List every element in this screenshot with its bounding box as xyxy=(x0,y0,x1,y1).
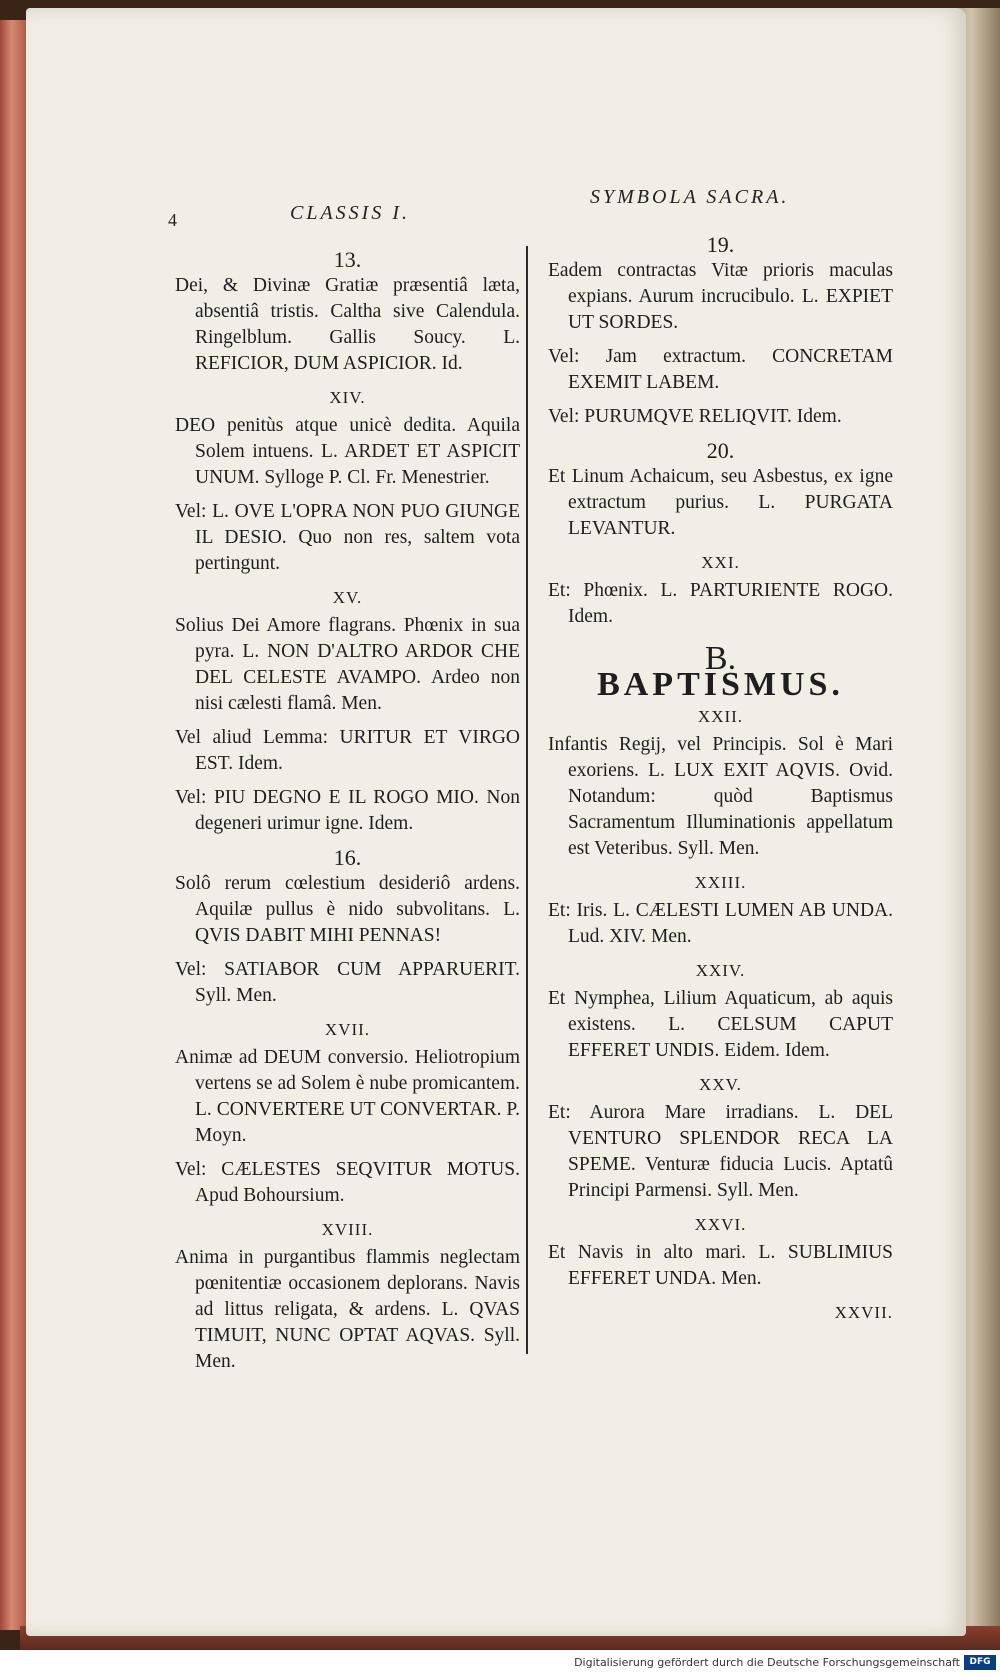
page-number: 4 xyxy=(168,210,177,230)
emblem-entry: Animæ ad DEUM conversio. Heliotropium vertens se ad Solem è nube promicantem. L. CONVERTERE UT CONVERTAR. P. Moyn. xyxy=(175,1047,520,1146)
emblem-entry: Et: Phœnix. L. PARTURIENTE ROGO. Idem. xyxy=(548,580,893,627)
emblem-entry: Et Nymphea, Lilium Aquaticum, ab aquis existens. L. CELSUM CAPUT EFFERET UNDIS. Eidem. Idem. xyxy=(548,988,893,1061)
running-header-left: CLASSIS I. xyxy=(290,202,410,224)
emblem-numeral: XXIII. xyxy=(694,873,747,892)
emblem-entry: Et Linum Achaicum, seu Asbestus, ex igne extractum purius. L. PURGATA LEVANTUR. xyxy=(548,466,893,539)
emblem-numeral: XVII. xyxy=(324,1020,371,1039)
emblem-numeral: XV. xyxy=(332,588,363,607)
dfg-logo: DFG xyxy=(964,1655,996,1670)
emblem-numeral: XIV. xyxy=(329,388,366,407)
emblem-entry: Eadem contractas Vitæ prioris maculas expians. Aurum incrucibulo. L. EXPIET UT SORDES. xyxy=(548,260,893,333)
emblem-number: 16. xyxy=(333,845,362,870)
emblem-numeral: XXI. xyxy=(701,553,740,572)
right-text-column xyxy=(548,230,893,1326)
emblem-numeral: XVIII. xyxy=(321,1220,374,1239)
emblem-entry: Vel: SATIABOR CUM APPARUERIT. Syll. Men. xyxy=(175,959,520,1006)
emblem-number: 19. xyxy=(706,232,735,257)
emblem-numeral: XXII. xyxy=(697,707,744,726)
running-header-right: SYMBOLA SACRA. xyxy=(590,186,790,208)
section-title: BAPTISMUS. xyxy=(597,666,844,703)
emblem-numeral: XXVI. xyxy=(694,1215,747,1234)
emblem-entry: Vel: Jam extractum. CONCRETAM EXEMIT LABEM. xyxy=(548,346,893,393)
emblem-entry: Solius Dei Amore flagrans. Phœnix in sua pyra. L. NON D'ALTRO ARDOR CHE DEL CELESTE AVAMPO. Ardeo non nisi cælesti flamâ. Men. xyxy=(175,615,520,714)
emblem-number: 20. xyxy=(706,438,735,463)
emblem-entry: Et: Iris. L. CÆLESTI LUMEN AB UNDA. Lud. XIV. Men. xyxy=(548,900,893,947)
catchword: XXVII. xyxy=(834,1303,893,1322)
emblem-entry: Dei, & Divinæ Gratiæ præsentiâ læta, absentiâ tristis. Caltha sive Calendula. Ringelblum. Gallis Soucy. L. REFICIOR, DUM ASPICIOR. Id. xyxy=(175,275,520,374)
emblem-entry: Anima in purgantibus flammis neglectam pœnitentiæ occasionem deplorans. Navis ad littus religata, & ardens. L. QVAS TIMUIT, NUNC OPTAT AQVAS. Syll. Men. xyxy=(175,1247,520,1372)
column-divider xyxy=(526,246,528,1354)
emblem-number: 13. xyxy=(333,247,362,272)
emblem-entry: Vel: L. OVE L'OPRA NON PUO GIUNGE IL DESIO. Quo non res, saltem vota pertingunt. xyxy=(175,501,520,574)
emblem-numeral: XXIV. xyxy=(695,961,746,980)
emblem-entry: Et Navis in alto mari. L. SUBLIMIUS EFFERET UNDA. Men. xyxy=(548,1242,893,1289)
emblem-numeral: XXV. xyxy=(699,1075,742,1094)
emblem-entry: Vel: PURUMQVE RELIQVIT. Idem. xyxy=(548,406,842,427)
left-text-column xyxy=(175,245,520,1383)
emblem-entry: Solô rerum cœlestium desideriô ardens. Aquilæ pullus è nido subvolitans. L. QVIS DABIT MIHI PENNAS! xyxy=(175,873,520,946)
emblem-entry: Vel: PIU DEGNO E IL ROGO MIO. Non degeneri urimur igne. Idem. xyxy=(175,787,520,834)
book-spine-edge xyxy=(0,20,26,1630)
emblem-entry: Infantis Regij, vel Principis. Sol è Mari exoriens. L. LUX EXIT AQVIS. Ovid. Notandum: quòd Baptismus Sacramentum Illuminationis appellatum est Veteribus. Syll. Men. xyxy=(548,734,893,859)
emblem-entry: Et: Aurora Mare irradians. L. DEL VENTURO SPLENDOR RECA LA SPEME. Venturæ fiducia Lucis. Aptatû Principi Parmensi. Syll. Men. xyxy=(548,1102,893,1201)
footer-bar xyxy=(0,1650,1000,1676)
emblem-entry: Vel: CÆLESTES SEQVITUR MOTUS. Apud Bohoursium. xyxy=(175,1159,520,1206)
section-letter: B. xyxy=(704,640,737,677)
emblem-entry: DEO penitùs atque unicè dedita. Aquila Solem intuens. L. ARDET ET ASPICIT UNUM. Sylloge P. Cl. Fr. Menestrier. xyxy=(175,415,520,488)
emblem-entry: Vel aliud Lemma: URITUR ET VIRGO EST. Idem. xyxy=(175,727,520,774)
funding-credit: Digitalisierung gefördert durch die Deutsche Forschungsgemeinschaft xyxy=(574,1656,960,1669)
